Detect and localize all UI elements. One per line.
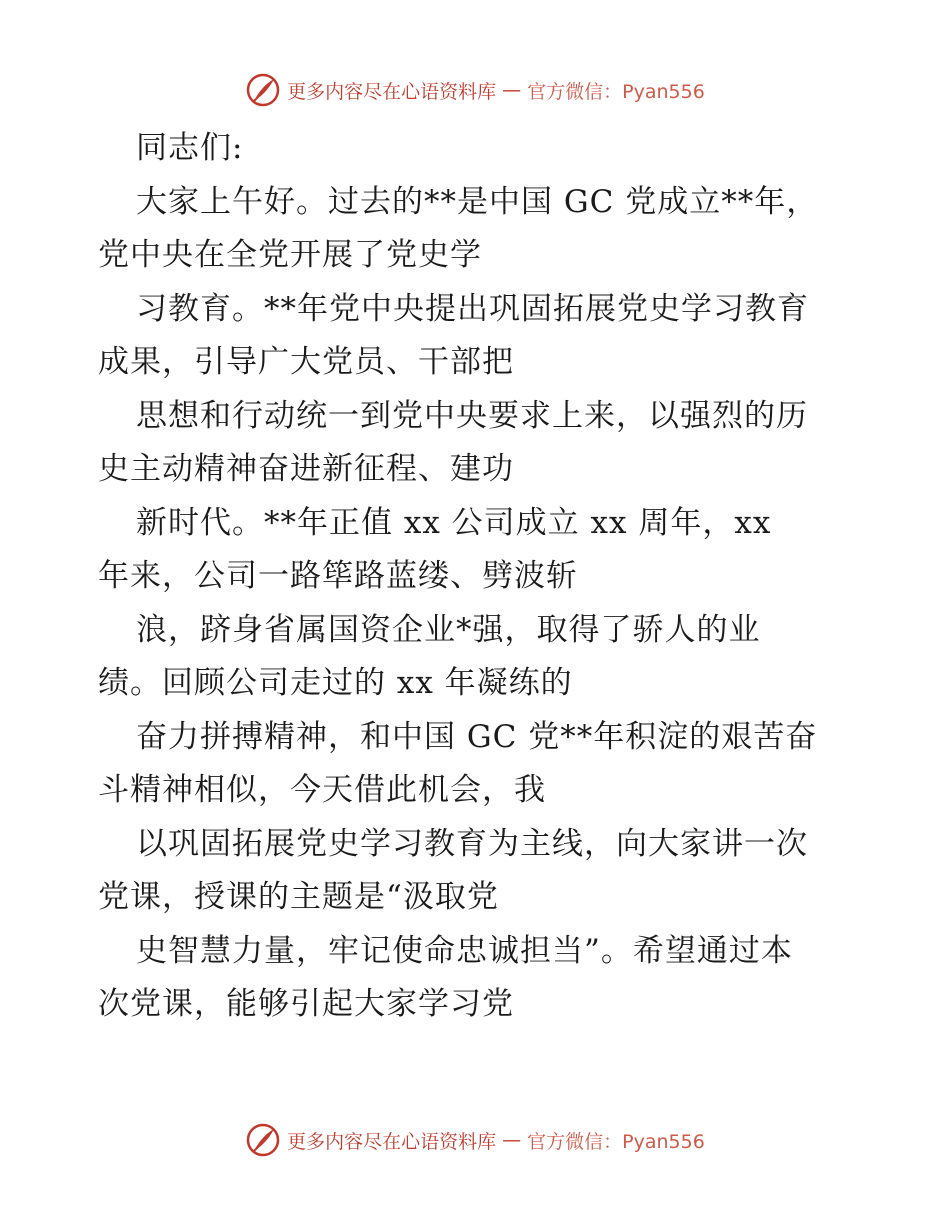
body-line: 年来，公司一路筚路蓝缕、劈波斩 bbox=[98, 558, 578, 594]
body-line: 以巩固拓展党史学习教育为主线，向大家讲一次 bbox=[136, 825, 808, 862]
body-line: 史主动精神奋进新征程、建功 bbox=[98, 451, 514, 487]
watermark-separator: — bbox=[502, 79, 522, 101]
watermark-banner-top bbox=[0, 70, 950, 110]
body-line: 大家上午好。过去的**是中国 GC 党成立**年， bbox=[136, 183, 819, 220]
watermark-suffix-text: 官方微信：Pyan556 bbox=[527, 1130, 705, 1153]
body-line: 斗精神相似，今天借此机会，我 bbox=[98, 772, 546, 808]
body-line: 奋力拼搏精神，和中国 GC 党**年积淀的艰苦奋 bbox=[136, 718, 818, 755]
body-line: 浪，跻身省属国资企业*强，取得了骄人的业 bbox=[136, 611, 761, 648]
body-line: 同志们: bbox=[136, 130, 244, 166]
body-line: 次党课，能够引起大家学习党 bbox=[98, 986, 514, 1022]
body-line: 成果，引导广大党员、干部把 bbox=[98, 344, 514, 380]
quill-pen-logo-icon bbox=[245, 1122, 281, 1158]
body-line: 党中央在全党开展了党史学 bbox=[98, 237, 482, 273]
watermark-banner-bottom bbox=[0, 1120, 950, 1160]
document-body bbox=[98, 122, 858, 1032]
body-line: 习教育。**年党中央提出巩固拓展党史学习教育 bbox=[136, 290, 809, 327]
body-line: 绩。回顾公司走过的 xx 年凝练的 bbox=[98, 665, 573, 701]
quill-pen-logo-icon bbox=[245, 72, 281, 108]
watermark-separator: — bbox=[502, 1129, 522, 1151]
body-line: 新时代。**年正值 xx 公司成立 xx 周年，xx bbox=[136, 504, 772, 541]
body-line: 思想和行动统一到党中央要求上来，以强烈的历 bbox=[136, 397, 808, 434]
watermark-main-text: 更多内容尽在心语资料库 bbox=[287, 80, 497, 103]
body-line: 党课，授课的主题是“汲取党 bbox=[98, 879, 499, 915]
watermark-suffix-text: 官方微信：Pyan556 bbox=[527, 80, 705, 103]
watermark-main-text: 更多内容尽在心语资料库 bbox=[287, 1130, 497, 1153]
body-line: 史智慧力量，牢记使命忠诚担当”。希望通过本 bbox=[136, 932, 793, 969]
